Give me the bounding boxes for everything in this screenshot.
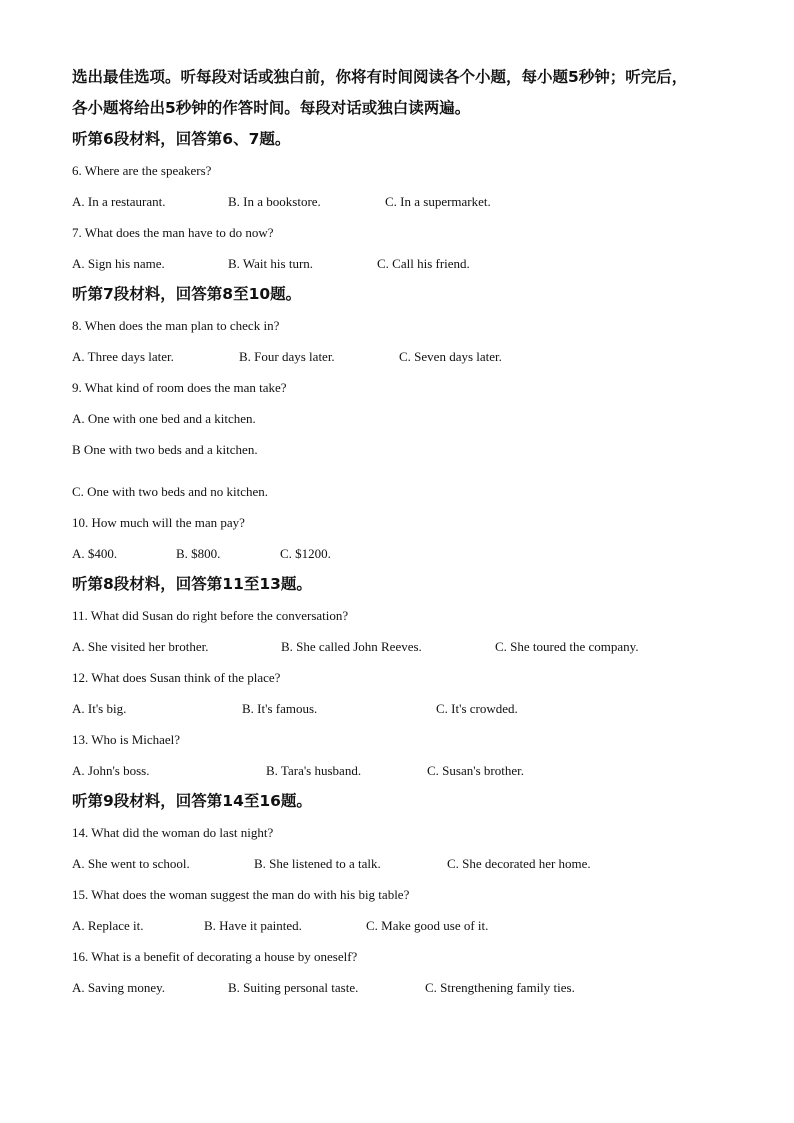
option-14a: A. She went to school. [72, 856, 190, 871]
option-11a: A. She visited her brother. [72, 639, 209, 654]
option-9b: B One with two beds and a kitchen. [72, 442, 258, 457]
section-heading-8: 听第8段材料，回答第11至13题。 [72, 575, 312, 593]
question-8: 8. When does the man plan to check in? [72, 318, 280, 333]
option-12c: C. It's crowded. [436, 701, 518, 716]
options-8 [72, 341, 732, 372]
option-13b: B. Tara's husband. [266, 763, 362, 778]
question-11: 11. What did Susan do right before the conversation? [72, 608, 349, 623]
options-6 [72, 186, 732, 217]
option-12a: A. It's big. [72, 701, 127, 716]
options-7 [72, 248, 732, 279]
option-10a: A. $400. [72, 546, 118, 561]
option-8a: A. Three days later. [72, 349, 174, 364]
option-12b: B. It's famous. [242, 701, 318, 716]
option-13a: A. John's boss. [72, 763, 150, 778]
section-heading-7: 听第7段材料，回答第8至10题。 [72, 285, 302, 303]
question-12: 12. What does Susan think of the place? [72, 670, 281, 685]
exam-page [72, 62, 732, 1003]
option-6b: B. In a bookstore. [228, 194, 321, 209]
option-10c: C. $1200. [280, 546, 331, 561]
question-14: 14. What did the woman do last night? [72, 825, 274, 840]
question-16: 16. What is a benefit of decorating a house by oneself? [72, 949, 358, 964]
question-15: 15. What does the woman suggest the man do with his big table? [72, 887, 410, 902]
option-10b: B. $800. [176, 546, 221, 561]
options-13 [72, 755, 732, 786]
option-15a: A. Replace it. [72, 918, 144, 933]
options-11 [72, 631, 732, 662]
option-7b: B. Wait his turn. [228, 256, 314, 271]
options-10 [72, 538, 732, 569]
option-9c: C. One with two beds and no kitchen. [72, 484, 269, 499]
option-11c: C. She toured the company. [495, 639, 639, 654]
option-11b: B. She called John Reeves. [281, 639, 422, 654]
option-16c: C. Strengthening family ties. [425, 980, 575, 995]
section-heading-9: 听第9段材料，回答第14至16题。 [72, 792, 312, 810]
option-15b: B. Have it painted. [204, 918, 302, 933]
options-14 [72, 848, 732, 879]
question-9: 9. What kind of room does the man take? [72, 380, 287, 395]
option-16a: A. Saving money. [72, 980, 166, 995]
question-7: 7. What does the man have to do now? [72, 225, 274, 240]
section-heading-6: 听第6段材料，回答第6、7题。 [72, 130, 291, 148]
option-8b: B. Four days later. [239, 349, 335, 364]
options-12 [72, 693, 732, 724]
option-14b: B. She listened to a talk. [254, 856, 381, 871]
option-9a: A. One with one bed and a kitchen. [72, 411, 256, 426]
option-13c: C. Susan's brother. [427, 763, 524, 778]
instructions [72, 62, 732, 124]
option-14c: C. She decorated her home. [447, 856, 591, 871]
options-16 [72, 972, 732, 1003]
instructions-line-1: 选出最佳选项。听每段对话或独白前，你将有时间阅读各个小题，每小题5秒钟；听完后， [72, 68, 688, 86]
spacer [72, 465, 732, 476]
option-7c: C. Call his friend. [377, 256, 470, 271]
question-6: 6. Where are the speakers? [72, 163, 212, 178]
question-13: 13. Who is Michael? [72, 732, 181, 747]
option-7a: A. Sign his name. [72, 256, 165, 271]
options-15 [72, 910, 732, 941]
option-6c: C. In a supermarket. [385, 194, 491, 209]
option-16b: B. Suiting personal taste. [228, 980, 359, 995]
instructions-line-2: 各小题将给出5秒钟的作答时间。每段对话或独白读两遍。 [72, 99, 471, 117]
option-15c: C. Make good use of it. [366, 918, 489, 933]
option-6a: A. In a restaurant. [72, 194, 166, 209]
option-8c: C. Seven days later. [399, 349, 502, 364]
question-10: 10. How much will the man pay? [72, 515, 245, 530]
